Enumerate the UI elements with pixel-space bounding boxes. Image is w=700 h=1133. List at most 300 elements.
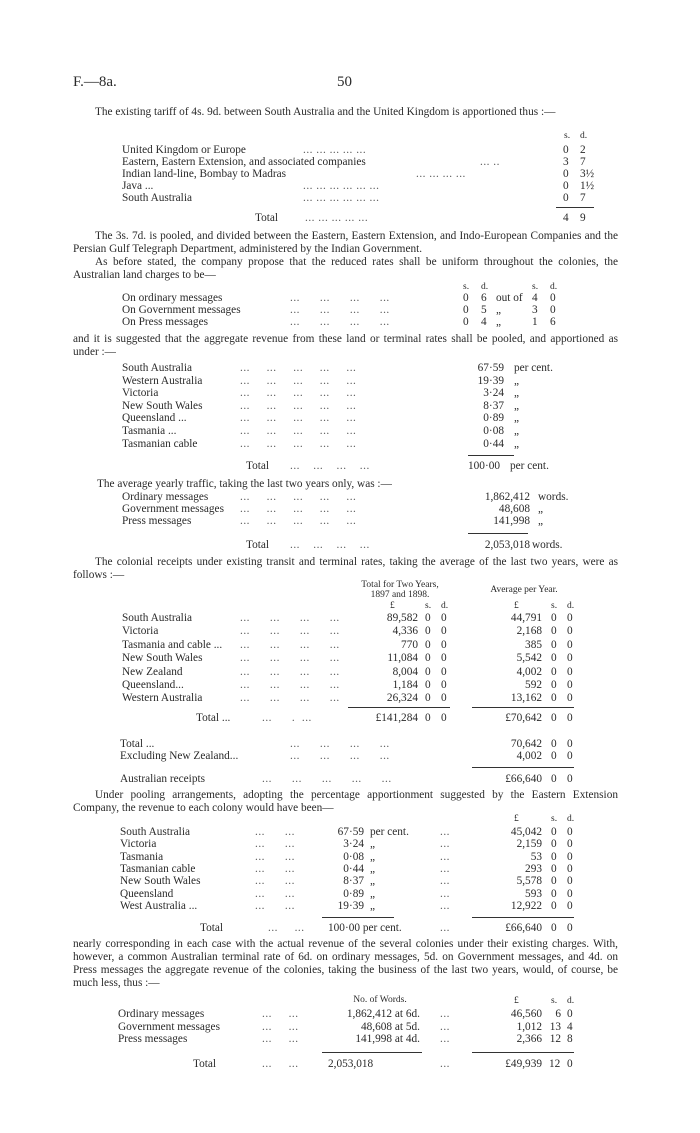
pooling-row-label: Queensland (120, 887, 174, 900)
receipts-total-dots: ... . ... (262, 712, 312, 724)
apportion-row-label: Queensland ... (122, 412, 187, 425)
paragraph-apportioned: and it is suggested that the aggregate revenue from these land or terminal rates shall be pooled, and apportioned as under :— (73, 333, 618, 358)
receipts-rule-1 (348, 707, 450, 708)
apportion-row-dots: ... ... ... ... ... (240, 425, 357, 437)
tariff-row-dots: ... ... ... ... (416, 168, 466, 180)
apportion-row-unit: „ (514, 374, 520, 387)
final-row-d: 8 (567, 1033, 573, 1045)
receipts-row-dots: ... ... ... ... (240, 679, 340, 691)
pooling-row-dots-2: ... (440, 850, 450, 863)
final-row-label: Government messages (118, 1020, 220, 1033)
receipts-row-average-d: 0 (567, 679, 573, 691)
final-cur: s. (551, 996, 558, 1006)
receipts-row-average-s: 0 (551, 625, 557, 638)
receipts-row-total-s: 0 (425, 679, 431, 691)
apportion-row-dots: ... ... ... ... ... (240, 362, 357, 374)
apportion-row-value: 19·39 (477, 374, 504, 387)
pooling-row-dots: ... ... (255, 875, 295, 888)
apportion-row-dots: ... ... ... ... ... (240, 399, 357, 412)
tariff-row-d: 7 (580, 156, 586, 168)
apportion-row-label: South Australia (122, 362, 192, 374)
pooling-row-label: Tasmania (120, 850, 164, 863)
receipts-row-total-s: 0 (425, 692, 431, 705)
traffic-total-unit: words. (532, 539, 563, 551)
rates-row-s1: 0 (463, 304, 469, 316)
apportion-row-dots: ... ... ... ... ... (240, 412, 357, 425)
rates-row-mid: out of (496, 292, 523, 304)
pooling-row-pct: 8·37 (343, 875, 364, 888)
pooling-row-dots-2: ... (440, 875, 450, 888)
pooling-row-d: 0 (567, 838, 573, 851)
receipts-cur-average: d. (567, 601, 575, 611)
receipts-total-t-s: 0 (425, 712, 431, 724)
tariff-total-dots: ... ... ... ... ... (305, 212, 369, 224)
tariff-total-label: Total (255, 212, 279, 224)
pooling-row-label: West Australia ... (120, 899, 198, 912)
receipts-row-total-d: 0 (441, 679, 447, 691)
receipts-aus-s: 0 (551, 773, 557, 785)
pooling-row-dots: ... ... (255, 899, 295, 912)
pooling-row-label: Tasmanian cable (120, 862, 196, 875)
receipts-row-average-s: 0 (551, 692, 557, 705)
final-row-words: 48,608 at 5d. (361, 1020, 420, 1033)
tariff-row-dots: ... .. (480, 156, 500, 168)
receipts-row-average-l: 2,168 (516, 625, 542, 638)
col-d: d. (580, 131, 588, 141)
pooling-row-l: 45,042 (510, 826, 542, 838)
rates-row-s2: 1 (532, 316, 538, 328)
pooling-total-dots: ... ... (268, 922, 305, 934)
final-row-s: 13 (549, 1020, 561, 1033)
rates-row-s1: 0 (463, 316, 469, 328)
apportion-row-value: 0·08 (483, 425, 504, 437)
receipts-total-a: £70,642 (505, 712, 542, 724)
receipts-row-total-d: 0 (441, 692, 447, 705)
paragraph-traffic: The average yearly traffic, taking the last two years only, was :— (97, 478, 392, 490)
final-total-dots: ... ... (262, 1058, 299, 1070)
pooling-total-pct: 100·00 per cent. (328, 922, 402, 934)
pooling-row-dots-2: ... (440, 826, 450, 838)
receipts-row-total-s: 0 (425, 665, 431, 678)
receipts-row-average-s: 0 (551, 652, 557, 665)
pooling-row-dots: ... ... (255, 838, 295, 851)
apportion-row-unit: „ (514, 437, 520, 450)
receipts-sum-d: 0 (567, 738, 573, 750)
pooling-cur: £ (514, 814, 519, 824)
traffic-row-unit: „ (538, 503, 544, 515)
pooling-row-l: 5,578 (516, 875, 542, 888)
col-s: s. (564, 131, 571, 141)
apportion-row-value: 67·59 (477, 362, 504, 374)
apportion-row-label: New South Wales (122, 399, 203, 412)
rates-row-label: On Press messages (122, 316, 208, 328)
final-cur: d. (567, 996, 575, 1006)
apportion-row-label: Tasmanian cable (122, 437, 198, 450)
receipts-row-average-l: 13,162 (510, 692, 542, 705)
receipts-row-average-l: 5,542 (516, 652, 542, 665)
pooling-row-pct: 0·08 (343, 850, 364, 863)
receipts-cur-total: £ (390, 601, 395, 611)
receipts-row-average-s: 0 (551, 665, 557, 678)
receipts-row-total-l: 770 (401, 638, 418, 651)
page-number: 50 (337, 74, 352, 90)
rates-row-dots: ... ... ... ... (290, 316, 390, 328)
final-rule-2 (472, 1052, 574, 1053)
rates-row-d2: 6 (550, 316, 556, 328)
apportion-row-dots: ... ... ... ... ... (240, 387, 357, 400)
final-row-label: Ordinary messages (118, 1008, 205, 1020)
tariff-row-s: 3 (563, 156, 569, 168)
receipts-row-label: Western Australia (122, 692, 203, 705)
pooling-total-d: 0 (567, 922, 573, 934)
pooling-row-s: 0 (551, 875, 557, 888)
final-row-l: 1,012 (516, 1020, 542, 1033)
pooling-cur: d. (567, 814, 575, 824)
final-total-l: £49,939 (505, 1058, 542, 1070)
pooling-row-s: 0 (551, 850, 557, 863)
pooling-row-dots-2: ... (440, 838, 450, 851)
receipts-row-average-d: 0 (567, 625, 573, 638)
pooling-row-s: 0 (551, 862, 557, 875)
rates-row-s1: 0 (463, 292, 469, 304)
rates-row-mid: „ (496, 316, 502, 328)
pooling-row-l: 293 (525, 862, 542, 875)
rates-h-s2: s. (532, 282, 539, 292)
apportion-row-value: 0·89 (483, 412, 504, 425)
pooling-row-dots: ... ... (255, 850, 295, 863)
pooling-row-l: 2,159 (516, 838, 542, 851)
receipts-row-total-l: 4,336 (392, 625, 418, 638)
traffic-total-dots: ... ... ... ... (290, 539, 370, 551)
receipts-row-total-s: 0 (425, 625, 431, 638)
pooling-row-pct: 0·44 (343, 862, 364, 875)
receipts-sum-dots: ... ... ... ... (290, 750, 390, 762)
pooling-row-unit: „ (370, 875, 376, 888)
receipts-total-t-d: 0 (441, 712, 447, 724)
final-row-label: Press messages (118, 1033, 188, 1045)
traffic-rule (468, 533, 528, 534)
pooling-row-d: 0 (567, 850, 573, 863)
pooling-total-s: 0 (551, 922, 557, 934)
rates-row-d2: 0 (550, 304, 556, 316)
apportion-row-value: 3·24 (483, 387, 504, 400)
final-row-s: 6 (555, 1008, 561, 1020)
receipts-row-average-s: 0 (551, 638, 557, 651)
rates-row-dots: ... ... ... ... (290, 304, 390, 316)
pooling-row-label: Victoria (120, 838, 157, 851)
pooling-row-d: 0 (567, 887, 573, 900)
pooling-row-s: 0 (551, 838, 557, 851)
receipts-rule-3 (472, 767, 574, 768)
final-row-words: 1,862,412 at 6d. (346, 1008, 420, 1020)
receipts-sum-label: Excluding New Zealand... (120, 750, 239, 762)
traffic-total-value: 2,053,018 (484, 539, 530, 551)
receipts-row-label: South Australia (122, 612, 192, 624)
receipts-row-total-d: 0 (441, 625, 447, 638)
receipts-row-total-l: 8,004 (392, 665, 418, 678)
traffic-row-value: 48,608 (498, 503, 530, 515)
receipts-row-total-s: 0 (425, 652, 431, 665)
tariff-row-d: 2 (580, 144, 586, 156)
paragraph-common-rate: nearly corresponding in each case with the actual revenue of the several colonies under their existing charges. With, however, a common Australian terminal rate of 6d. on ordinary messages, 5d. on Government messages, and 4d. on Press messages the aggregate revenue of the colonies, taking the business of the last two years, would, of course, be much less, thus :— (73, 938, 618, 989)
receipts-row-dots: ... ... ... ... (240, 625, 340, 638)
paragraph-uniform: As before stated, the company propose that the reduced rates shall be uniform throughout the colonies, the Australian land charges to be— (73, 256, 618, 281)
receipts-aus-dots: ... ... ... ... ... (262, 773, 392, 785)
final-cur: £ (514, 996, 519, 1006)
apportion-row-label: Tasmania ... (122, 425, 177, 437)
final-total-dots-2: ... (440, 1058, 450, 1070)
receipts-row-total-l: 1,184 (392, 679, 418, 691)
pooling-row-unit: per cent. (370, 826, 409, 838)
rates-row-mid: „ (496, 304, 502, 316)
final-row-dots-2: ... (440, 1008, 450, 1020)
pooling-row-pct: 19·39 (337, 899, 364, 912)
final-row-l: 2,366 (516, 1033, 542, 1045)
apportion-row-value: 8·37 (483, 399, 504, 412)
pooling-row-l: 12,922 (510, 899, 542, 912)
receipts-aus-l: £66,640 (505, 773, 542, 785)
receipts-row-label: New Zealand (122, 665, 183, 678)
receipts-sum-label: Total ... (120, 738, 155, 750)
traffic-row-label: Ordinary messages (122, 491, 209, 503)
receipts-sum-s: 0 (551, 750, 557, 762)
final-row-s: 12 (549, 1033, 561, 1045)
receipts-cur-average: s. (551, 601, 558, 611)
apportion-row-unit: per cent. (514, 362, 553, 374)
tariff-row-label: South Australia (122, 192, 192, 204)
pooling-row-dots: ... ... (255, 887, 295, 900)
receipts-rule-2 (472, 707, 574, 708)
receipts-row-average-l: 385 (525, 638, 542, 651)
receipts-row-average-d: 0 (567, 638, 573, 651)
rates-row-s2: 3 (532, 304, 538, 316)
tariff-row-label: Eastern, Eastern Extension, and associated companies (122, 156, 366, 168)
rates-row-d1: 4 (481, 316, 487, 328)
receipts-row-average-l: 4,002 (516, 665, 542, 678)
tariff-row-label: United Kingdom or Europe (122, 144, 246, 156)
apportion-row-dots: ... ... ... ... ... (240, 374, 357, 387)
pooling-row-l: 593 (525, 887, 542, 900)
tariff-row-dots: ... ... ... ... ... ... (303, 180, 380, 192)
receipts-head-average: Average per Year. (490, 585, 558, 595)
tariff-row-s: 0 (563, 180, 569, 192)
apportion-total-value: 100·00 (468, 460, 501, 472)
tariff-row-s: 0 (563, 192, 569, 204)
pooling-row-label: South Australia (120, 826, 190, 838)
apportion-rule (468, 455, 514, 456)
traffic-row-label: Government messages (122, 503, 224, 515)
apportion-row-unit: „ (514, 387, 520, 400)
traffic-total-label: Total (246, 539, 270, 551)
receipts-cur-average: £ (514, 601, 519, 611)
pooling-row-dots-2: ... (440, 887, 450, 900)
receipts-total-a-s: 0 (551, 712, 557, 724)
rates-row-s2: 4 (532, 292, 538, 304)
rates-row-d1: 6 (481, 292, 487, 304)
apportion-row-dots: ... ... ... ... ... (240, 437, 357, 450)
rates-row-label: On Government messages (122, 304, 241, 316)
pooling-row-s: 0 (551, 887, 557, 900)
final-total-label: Total (193, 1058, 217, 1070)
receipts-sum-dots: ... ... ... ... (290, 738, 390, 750)
tariff-row-dots: ... ... ... ... ... (303, 144, 367, 156)
pooling-row-unit: „ (370, 899, 376, 912)
receipts-row-average-s: 0 (551, 679, 557, 691)
pooling-total-label: Total (200, 922, 224, 934)
apportion-row-label: Victoria (122, 387, 159, 400)
traffic-row-unit: „ (538, 515, 544, 527)
pooling-cur: s. (551, 814, 558, 824)
receipts-row-label: New South Wales (122, 652, 203, 665)
final-total-d: 0 (567, 1058, 573, 1070)
tariff-rule (556, 207, 594, 208)
final-row-d: 4 (567, 1020, 573, 1033)
receipts-sum-l: 70,642 (510, 738, 542, 750)
receipts-row-total-l: 26,324 (386, 692, 418, 705)
pooling-row-pct: 67·59 (337, 826, 364, 838)
final-head: No. of Words. (353, 995, 407, 1005)
pooling-row-dots-2: ... (440, 862, 450, 875)
pooling-row-l: 53 (530, 850, 542, 863)
final-row-words: 141,998 at 4d. (355, 1033, 420, 1045)
receipts-row-dots: ... ... ... ... (240, 612, 340, 624)
receipts-row-total-s: 0 (425, 612, 431, 624)
final-row-dots-2: ... (440, 1020, 450, 1033)
receipts-row-dots: ... ... ... ... (240, 652, 340, 665)
receipts-row-total-d: 0 (441, 652, 447, 665)
tariff-row-label: Indian land-line, Bombay to Madras (122, 168, 287, 180)
traffic-row-value: 1,862,412 (484, 491, 530, 503)
pooling-row-dots: ... ... (255, 826, 295, 838)
receipts-aus-label: Australian receipts (120, 773, 206, 785)
receipts-row-average-d: 0 (567, 612, 573, 624)
pooling-row-label: New South Wales (120, 875, 201, 888)
pooling-row-unit: „ (370, 862, 376, 875)
final-row-dots: ... ... (262, 1008, 299, 1020)
tariff-row-s: 0 (563, 144, 569, 156)
receipts-row-total-d: 0 (441, 612, 447, 624)
pooling-row-d: 0 (567, 875, 573, 888)
receipts-row-label: Victoria (122, 625, 159, 638)
pooling-row-d: 0 (567, 899, 573, 912)
apportion-total-label: Total (246, 460, 270, 472)
pooling-total-l: £66,640 (505, 922, 542, 934)
receipts-total-t: £141,284 (375, 712, 418, 724)
traffic-row-dots: ... ... ... ... ... (240, 503, 357, 515)
pooling-row-pct: 0·89 (343, 887, 364, 900)
receipts-row-dots: ... ... ... ... (240, 692, 340, 705)
receipts-row-average-l: 592 (525, 679, 542, 691)
receipts-head-total-1: Total for Two Years, (361, 580, 439, 590)
apportion-total-dots: ... ... ... ... (290, 460, 370, 472)
receipts-aus-d: 0 (567, 773, 573, 785)
receipts-head-total-2: 1897 and 1898. (370, 590, 430, 600)
rates-row-d1: 5 (481, 304, 487, 316)
paragraph-pooled: The 3s. 7d. is pooled, and divided between the Eastern, Eastern Extension, and Indo-European Companies and the Persian Gulf Telegraph Department, administered by the Indian Government. (73, 230, 618, 255)
receipts-row-total-l: 89,582 (386, 612, 418, 624)
final-row-l: 46,560 (510, 1008, 542, 1020)
paragraph-receipts: The colonial receipts under existing transit and terminal rates, taking the average of the last two years, were as follows :— (73, 556, 618, 581)
final-row-dots: ... ... (262, 1020, 299, 1033)
pooling-row-d: 0 (567, 862, 573, 875)
final-row-d: 0 (567, 1008, 573, 1020)
receipts-sum-s: 0 (551, 738, 557, 750)
receipts-row-average-d: 0 (567, 652, 573, 665)
intro-paragraph: The existing tariff of 4s. 9d. between South Australia and the United Kingdom is apportioned thus :— (95, 106, 556, 118)
pooling-row-unit: „ (370, 887, 376, 900)
traffic-row-label: Press messages (122, 515, 192, 527)
receipts-row-average-d: 0 (567, 692, 573, 705)
tariff-row-d: 1½ (580, 180, 595, 192)
rates-row-dots: ... ... ... ... (290, 292, 390, 304)
receipts-sum-l: 4,002 (516, 750, 542, 762)
traffic-row-dots: ... ... ... ... ... (240, 515, 357, 527)
pooling-row-pct: 3·24 (343, 838, 364, 851)
receipts-row-dots: ... ... ... ... (240, 665, 340, 678)
receipts-sum-d: 0 (567, 750, 573, 762)
tariff-row-d: 7 (580, 192, 586, 204)
tariff-row-dots: ... ... ... ... ... ... (303, 192, 380, 204)
final-total-s: 12 (549, 1058, 561, 1070)
final-rule-1 (322, 1052, 422, 1053)
apportion-total-unit: per cent. (510, 460, 549, 472)
final-row-dots-2: ... (440, 1033, 450, 1045)
final-row-dots: ... ... (262, 1033, 299, 1045)
apportion-row-value: 0·44 (483, 437, 504, 450)
rates-h-d1: d. (481, 282, 489, 292)
tariff-total-d: 9 (580, 212, 586, 224)
tariff-total-s: 4 (563, 212, 569, 224)
tariff-row-s: 0 (563, 168, 569, 180)
pooling-row-s: 0 (551, 899, 557, 912)
apportion-row-unit: „ (514, 399, 520, 412)
rates-h-d2: d. (550, 282, 558, 292)
apportion-row-unit: „ (514, 412, 520, 425)
pooling-row-dots-2: ... (440, 899, 450, 912)
traffic-row-dots: ... ... ... ... ... (240, 491, 357, 503)
paragraph-pooling: Under pooling arrangements, adopting the percentage apportionment suggested by the Eastern Extension Company, the revenue to each colony would have been— (73, 789, 618, 814)
receipts-row-label: Tasmania and cable ... (122, 638, 223, 651)
pooling-row-dots: ... ... (255, 862, 295, 875)
receipts-row-total-s: 0 (425, 638, 431, 651)
receipts-row-total-d: 0 (441, 665, 447, 678)
pooling-row-unit: „ (370, 850, 376, 863)
receipts-total-a-d: 0 (567, 712, 573, 724)
receipts-cur-total: d. (441, 601, 449, 611)
traffic-row-unit: words. (538, 491, 569, 503)
receipts-row-dots: ... ... ... ... (240, 638, 340, 651)
pooling-row-unit: „ (370, 838, 376, 851)
rates-h-s1: s. (463, 282, 470, 292)
pooling-rule-1 (322, 917, 394, 918)
receipts-row-total-d: 0 (441, 638, 447, 651)
tariff-row-d: 3½ (580, 168, 595, 180)
pooling-row-s: 0 (551, 826, 557, 838)
apportion-row-label: Western Australia (122, 374, 203, 387)
rates-row-d2: 0 (550, 292, 556, 304)
receipts-row-average-s: 0 (551, 612, 557, 624)
pooling-total-dots-2: ... (440, 922, 450, 934)
tariff-row-label: Java ... (122, 180, 154, 192)
rates-row-label: On ordinary messages (122, 292, 223, 304)
receipts-row-label: Queensland... (122, 679, 184, 691)
receipts-row-total-l: 11,084 (387, 652, 418, 665)
traffic-row-value: 141,998 (493, 515, 530, 527)
final-total-words: 2,053,018 (328, 1058, 374, 1070)
pooling-rule-2 (472, 917, 574, 918)
receipts-row-average-l: 44,791 (510, 612, 542, 624)
receipts-total-label: Total ... (196, 712, 231, 724)
